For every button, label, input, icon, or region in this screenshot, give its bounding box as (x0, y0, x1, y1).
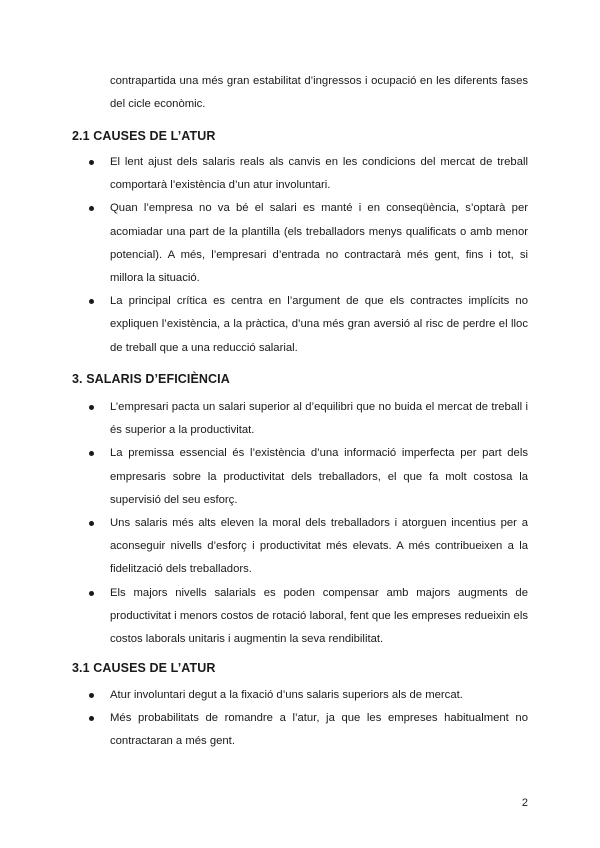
bullet-text: Atur involuntari degut a la fixació d’uns salaris superiors als de mercat. (110, 689, 463, 701)
section-heading-3-1: 3.1 CAUSES DE L’ATUR (72, 661, 216, 675)
list-item (72, 707, 528, 753)
bullet-list-2-1 (72, 151, 528, 360)
list-item (72, 582, 528, 652)
bullet-text: La principal crítica es centra en l’argument de que els contractes implícits no expliquen l’existència, a la pràctica, d’una més gran aversió al risc de perdre el lloc de treball que a una reducció salarial. (110, 295, 528, 354)
bullet-text: Els majors nivells salarials es poden compensar amb majors augments de productivitat i menors costos de rotació laboral, fent que les empreses redueixin els costos laborals unitaris i augmentin la seva rendibilitat. (110, 586, 528, 646)
bullet-icon (89, 160, 94, 165)
section-heading-2-1: 2.1 CAUSES DE L’ATUR (72, 129, 216, 143)
list-item (72, 396, 528, 442)
bullet-list-3 (72, 396, 528, 651)
list-item (72, 151, 528, 197)
bullet-icon (89, 693, 94, 698)
bullet-icon (89, 521, 94, 526)
continuation-paragraph: contrapartida una més gran estabilitat d’ingressos i ocupació en les diferents fases del cicle econòmic. (110, 75, 528, 110)
list-item (72, 197, 528, 290)
list-item (72, 290, 528, 360)
list-item (72, 442, 528, 512)
bullet-text: El lent ajust dels salaris reals als canvis en les condicions del mercat de treball comportarà l’existència d’un atur involuntari. (110, 156, 528, 192)
section-heading-3: 3. SALARIS D’EFICIÈNCIA (72, 372, 230, 386)
bullet-text: La premissa essencial és l’existència d’una informació imperfecta per part dels empresaris sobre la productivitat dels treballadors, el que fa molt costosa la supervisió del seu esforç. (110, 447, 528, 506)
bullet-icon (89, 405, 94, 410)
bullet-icon (89, 206, 94, 211)
list-item (72, 512, 528, 582)
bullet-icon (89, 716, 94, 721)
bullet-icon (89, 451, 94, 456)
list-item (72, 684, 528, 707)
bullet-list-3-1 (72, 684, 528, 754)
bullet-text: L’empresari pacta un salari superior al d’equilibri que no buida el mercat de treball i és superior a la productivitat. (110, 401, 528, 437)
bullet-icon (89, 299, 94, 304)
page-number: 2 (521, 797, 528, 809)
bullet-text: Uns salaris més alts eleven la moral dels treballadors i atorguen incentius per a aconseguir nivells d’esforç i productivitat més elevats. A més contribueixen a la fidelització dels treballadors. (110, 517, 528, 576)
bullet-text: Quan l’empresa no va bé el salari es manté i en conseqüència, s’optarà per acomiadar una part de la plantilla (els treballadors menys qualificats o amb menor potencial). A més, l’empresari d’entrada no contractarà més gent, fins i tot, si millora la situació. (110, 202, 528, 285)
bullet-icon (89, 591, 94, 596)
bullet-text: Més probabilitats de romandre a l’atur, ja que les empreses habitualment no contractaran a més gent. (110, 712, 528, 748)
